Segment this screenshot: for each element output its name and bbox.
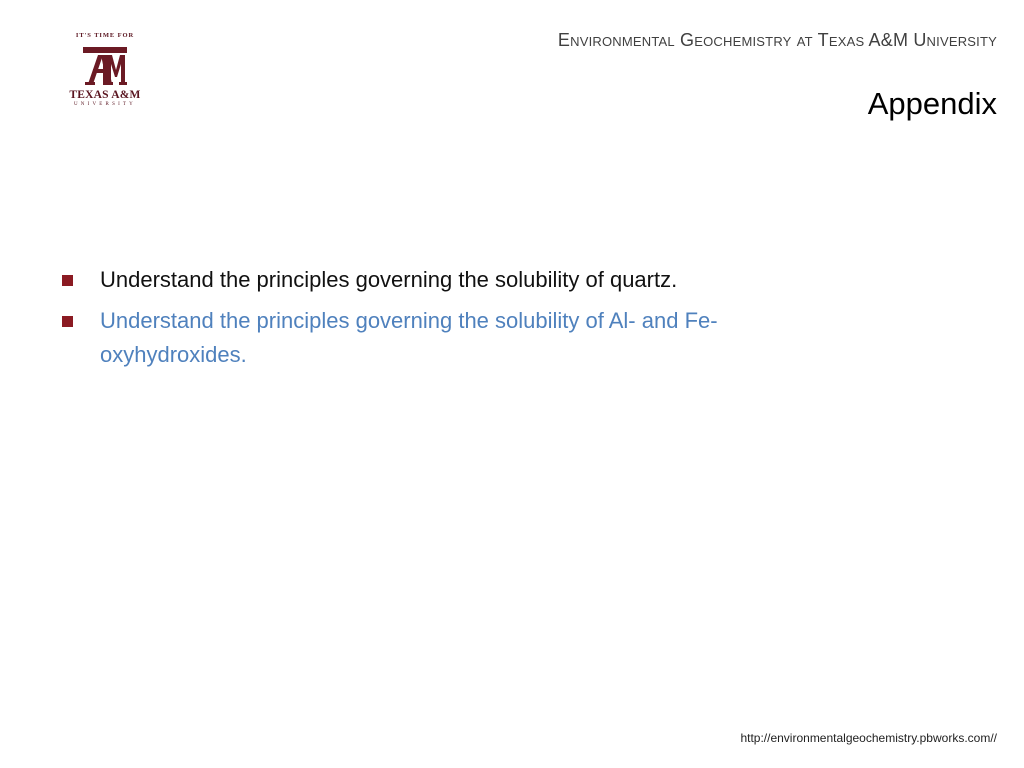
header-title: Environmental Geochemistry at Texas A&M University — [557, 30, 997, 50]
footer-url: http://environmentalgeochemistry.pbworks.com// — [740, 731, 997, 745]
slide-title: Appendix — [867, 86, 997, 121]
texas-am-logo — [60, 30, 150, 115]
square-bullet-icon — [62, 316, 73, 327]
bullet-list — [60, 263, 840, 379]
logo-wordmark: TEXAS A&M — [69, 89, 141, 101]
bullet-text: Understand the principles governing the solubility of quartz. — [100, 267, 678, 292]
atm-emblem-icon — [79, 44, 131, 86]
bullet-item-oxyhydroxides — [60, 304, 840, 372]
bullet-text: Understand the principles governing the solubility of Al- and Fe-oxyhydroxides. — [100, 308, 718, 367]
logo-tagline: IT'S TIME FOR — [75, 32, 135, 39]
logo-subtitle: UNIVERSITY — [74, 102, 136, 107]
bullet-item-quartz — [60, 263, 840, 297]
square-bullet-icon — [62, 275, 73, 286]
